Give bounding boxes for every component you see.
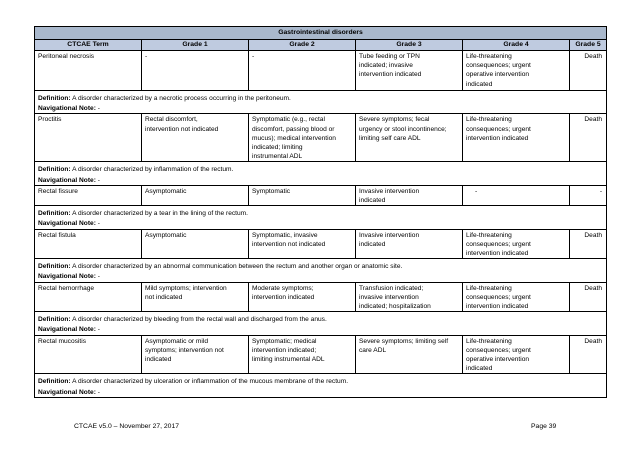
- grade-4-cell: Life-threatening consequences; urgent intervention indicated: [463, 229, 570, 259]
- navigational-note-text: -: [97, 176, 100, 184]
- navigational-note-row: [35, 324, 607, 335]
- navigational-note-label: Navigational Note:: [38, 273, 96, 281]
- header-row: [35, 40, 607, 51]
- header-grade-4: Grade 4: [463, 40, 570, 51]
- grade-3-cell: Severe symptoms; fecal urgency or stool incontinence; limiting self care ADL: [356, 114, 463, 162]
- term-row: [35, 335, 607, 374]
- navigational-note-text: -: [97, 326, 100, 334]
- grade-1-cell: Asymptomatic: [142, 229, 249, 259]
- definition-row: [35, 91, 607, 104]
- navigational-note-text: -: [97, 105, 100, 113]
- grade-5-cell: Death: [570, 114, 607, 162]
- navigational-note-label: Navigational Note:: [38, 176, 96, 184]
- grade-2-cell: Symptomatic, invasive intervention not indicated: [249, 229, 356, 259]
- navigational-note-cell: [35, 103, 607, 114]
- definition-label: Definition:: [38, 263, 71, 271]
- term-name: Rectal hemorrhage: [35, 282, 142, 312]
- definition-row: [35, 374, 607, 387]
- navigational-note-label: Navigational Note:: [38, 220, 96, 228]
- navigational-note-cell: [35, 324, 607, 335]
- navigational-note-label: Navigational Note:: [38, 105, 96, 113]
- navigational-note-label: Navigational Note:: [38, 388, 96, 396]
- navigational-note-cell: [35, 387, 607, 398]
- term-row: [35, 282, 607, 312]
- header-grade-3: Grade 3: [356, 40, 463, 51]
- navigational-note-text: -: [97, 388, 100, 396]
- navigational-note-row: [35, 218, 607, 229]
- header-grade-1: Grade 1: [142, 40, 249, 51]
- definition-label: Definition:: [38, 95, 71, 102]
- grade-4-cell: Life-threatening consequences; urgent intervention indicated: [463, 282, 570, 312]
- navigational-note-row: [35, 271, 607, 282]
- navigational-note-cell: [35, 271, 607, 282]
- grade-3-cell: Invasive intervention indicated: [356, 229, 463, 259]
- term-row: [35, 51, 607, 91]
- grade-4-cell: Life-threatening consequences; urgent operative intervention indicated: [463, 51, 570, 91]
- footer-page-number: Page 39: [531, 423, 557, 430]
- grade-2-cell: Moderate symptoms; intervention indicated: [249, 282, 356, 312]
- grade-2-cell: Symptomatic (e.g., rectal discomfort, passing blood or mucus); medical intervention indicated; limiting instrumental ADL: [249, 114, 356, 162]
- definition-cell: [35, 91, 607, 104]
- footer-version: CTCAE v5.0 – November 27, 2017: [74, 423, 180, 430]
- grade-3-cell: Invasive intervention indicated: [356, 185, 463, 205]
- navigational-note-text: -: [97, 273, 100, 281]
- definition-row: [35, 259, 607, 272]
- grade-5-cell: Death: [570, 229, 607, 259]
- definition-label: Definition:: [38, 166, 71, 174]
- definition-text: A disorder characterized by inflammation of the rectum.: [72, 166, 234, 174]
- navigational-note-text: -: [97, 220, 100, 228]
- grade-1-cell: Asymptomatic or mild symptoms; intervention not indicated: [142, 335, 249, 374]
- definition-label: Definition:: [38, 316, 71, 324]
- term-row: [35, 229, 607, 259]
- definition-cell: [35, 206, 607, 219]
- navigational-note-row: [35, 175, 607, 186]
- definition-row: [35, 206, 607, 219]
- term-name: Rectal fissure: [35, 185, 142, 205]
- definition-label: Definition:: [38, 210, 71, 218]
- definition-text: A disorder characterized by ulceration or inflammation of the mucous membrane of the rectum.: [72, 378, 349, 386]
- header-grade-2: Grade 2: [249, 40, 356, 51]
- definition-row: [35, 162, 607, 175]
- table-body: [35, 51, 607, 398]
- grade-2-cell: Symptomatic; medical intervention indicated; limiting instrumental ADL: [249, 335, 356, 374]
- grade-1-cell: -: [142, 51, 249, 91]
- header-ctcae-term: CTCAE Term: [35, 40, 142, 51]
- navigational-note-row: [35, 387, 607, 398]
- grade-2-cell: -: [249, 51, 356, 91]
- grade-5-cell: Death: [570, 51, 607, 91]
- grade-1-cell: Mild symptoms; intervention not indicated: [142, 282, 249, 312]
- definition-cell: [35, 312, 607, 325]
- navigational-note-cell: [35, 218, 607, 229]
- definition-label: Definition:: [38, 378, 71, 386]
- grade-5-cell: Death: [570, 282, 607, 312]
- navigational-note-cell: [35, 175, 607, 186]
- definition-cell: [35, 374, 607, 387]
- term-name: Peritoneal necrosis: [35, 51, 142, 91]
- header-grade-5: Grade 5: [570, 40, 607, 51]
- definition-cell: [35, 259, 607, 272]
- definition-cell: [35, 162, 607, 175]
- definition-text: A disorder characterized by an abnormal communication between the rectum and another organ or anatomic site.: [72, 263, 403, 271]
- table-title: Gastrointestinal disorders: [35, 27, 607, 40]
- term-name: Proctitis: [35, 114, 142, 162]
- definition-text: A disorder characterized by bleeding from the rectal wall and discharged from the anus.: [72, 316, 327, 324]
- grade-1-cell: Asymptomatic: [142, 185, 249, 205]
- term-name: Rectal mucositis: [35, 335, 142, 374]
- grade-4-cell: Life-threatening consequences; urgent intervention indicated: [463, 114, 570, 162]
- term-row: [35, 185, 607, 205]
- navigational-note-row: [35, 103, 607, 114]
- definition-text: A disorder characterized by a tear in the lining of the rectum.: [72, 210, 249, 218]
- grade-2-cell: Symptomatic: [249, 185, 356, 205]
- grade-5-cell: Death: [570, 335, 607, 374]
- grade-3-cell: Tube feeding or TPN indicated; invasive intervention indicated: [356, 51, 463, 91]
- definition-row: [35, 312, 607, 325]
- ctcae-table: [34, 26, 607, 398]
- grade-1-cell: Rectal discomfort, intervention not indicated: [142, 114, 249, 162]
- term-name: Rectal fistula: [35, 229, 142, 259]
- definition-text: A disorder characterized by a necrotic process occurring in the peritoneum.: [72, 95, 291, 102]
- navigational-note-label: Navigational Note:: [38, 326, 96, 334]
- grade-4-cell: Life-threatening consequences; urgent operative intervention indicated: [463, 335, 570, 374]
- grade-3-cell: Transfusion indicated; invasive intervention indicated; hospitalization: [356, 282, 463, 312]
- grade-5-cell: -: [570, 185, 607, 205]
- term-row: [35, 114, 607, 162]
- grade-3-cell: Severe symptoms; limiting self care ADL: [356, 335, 463, 374]
- grade-4-cell: -: [463, 185, 570, 205]
